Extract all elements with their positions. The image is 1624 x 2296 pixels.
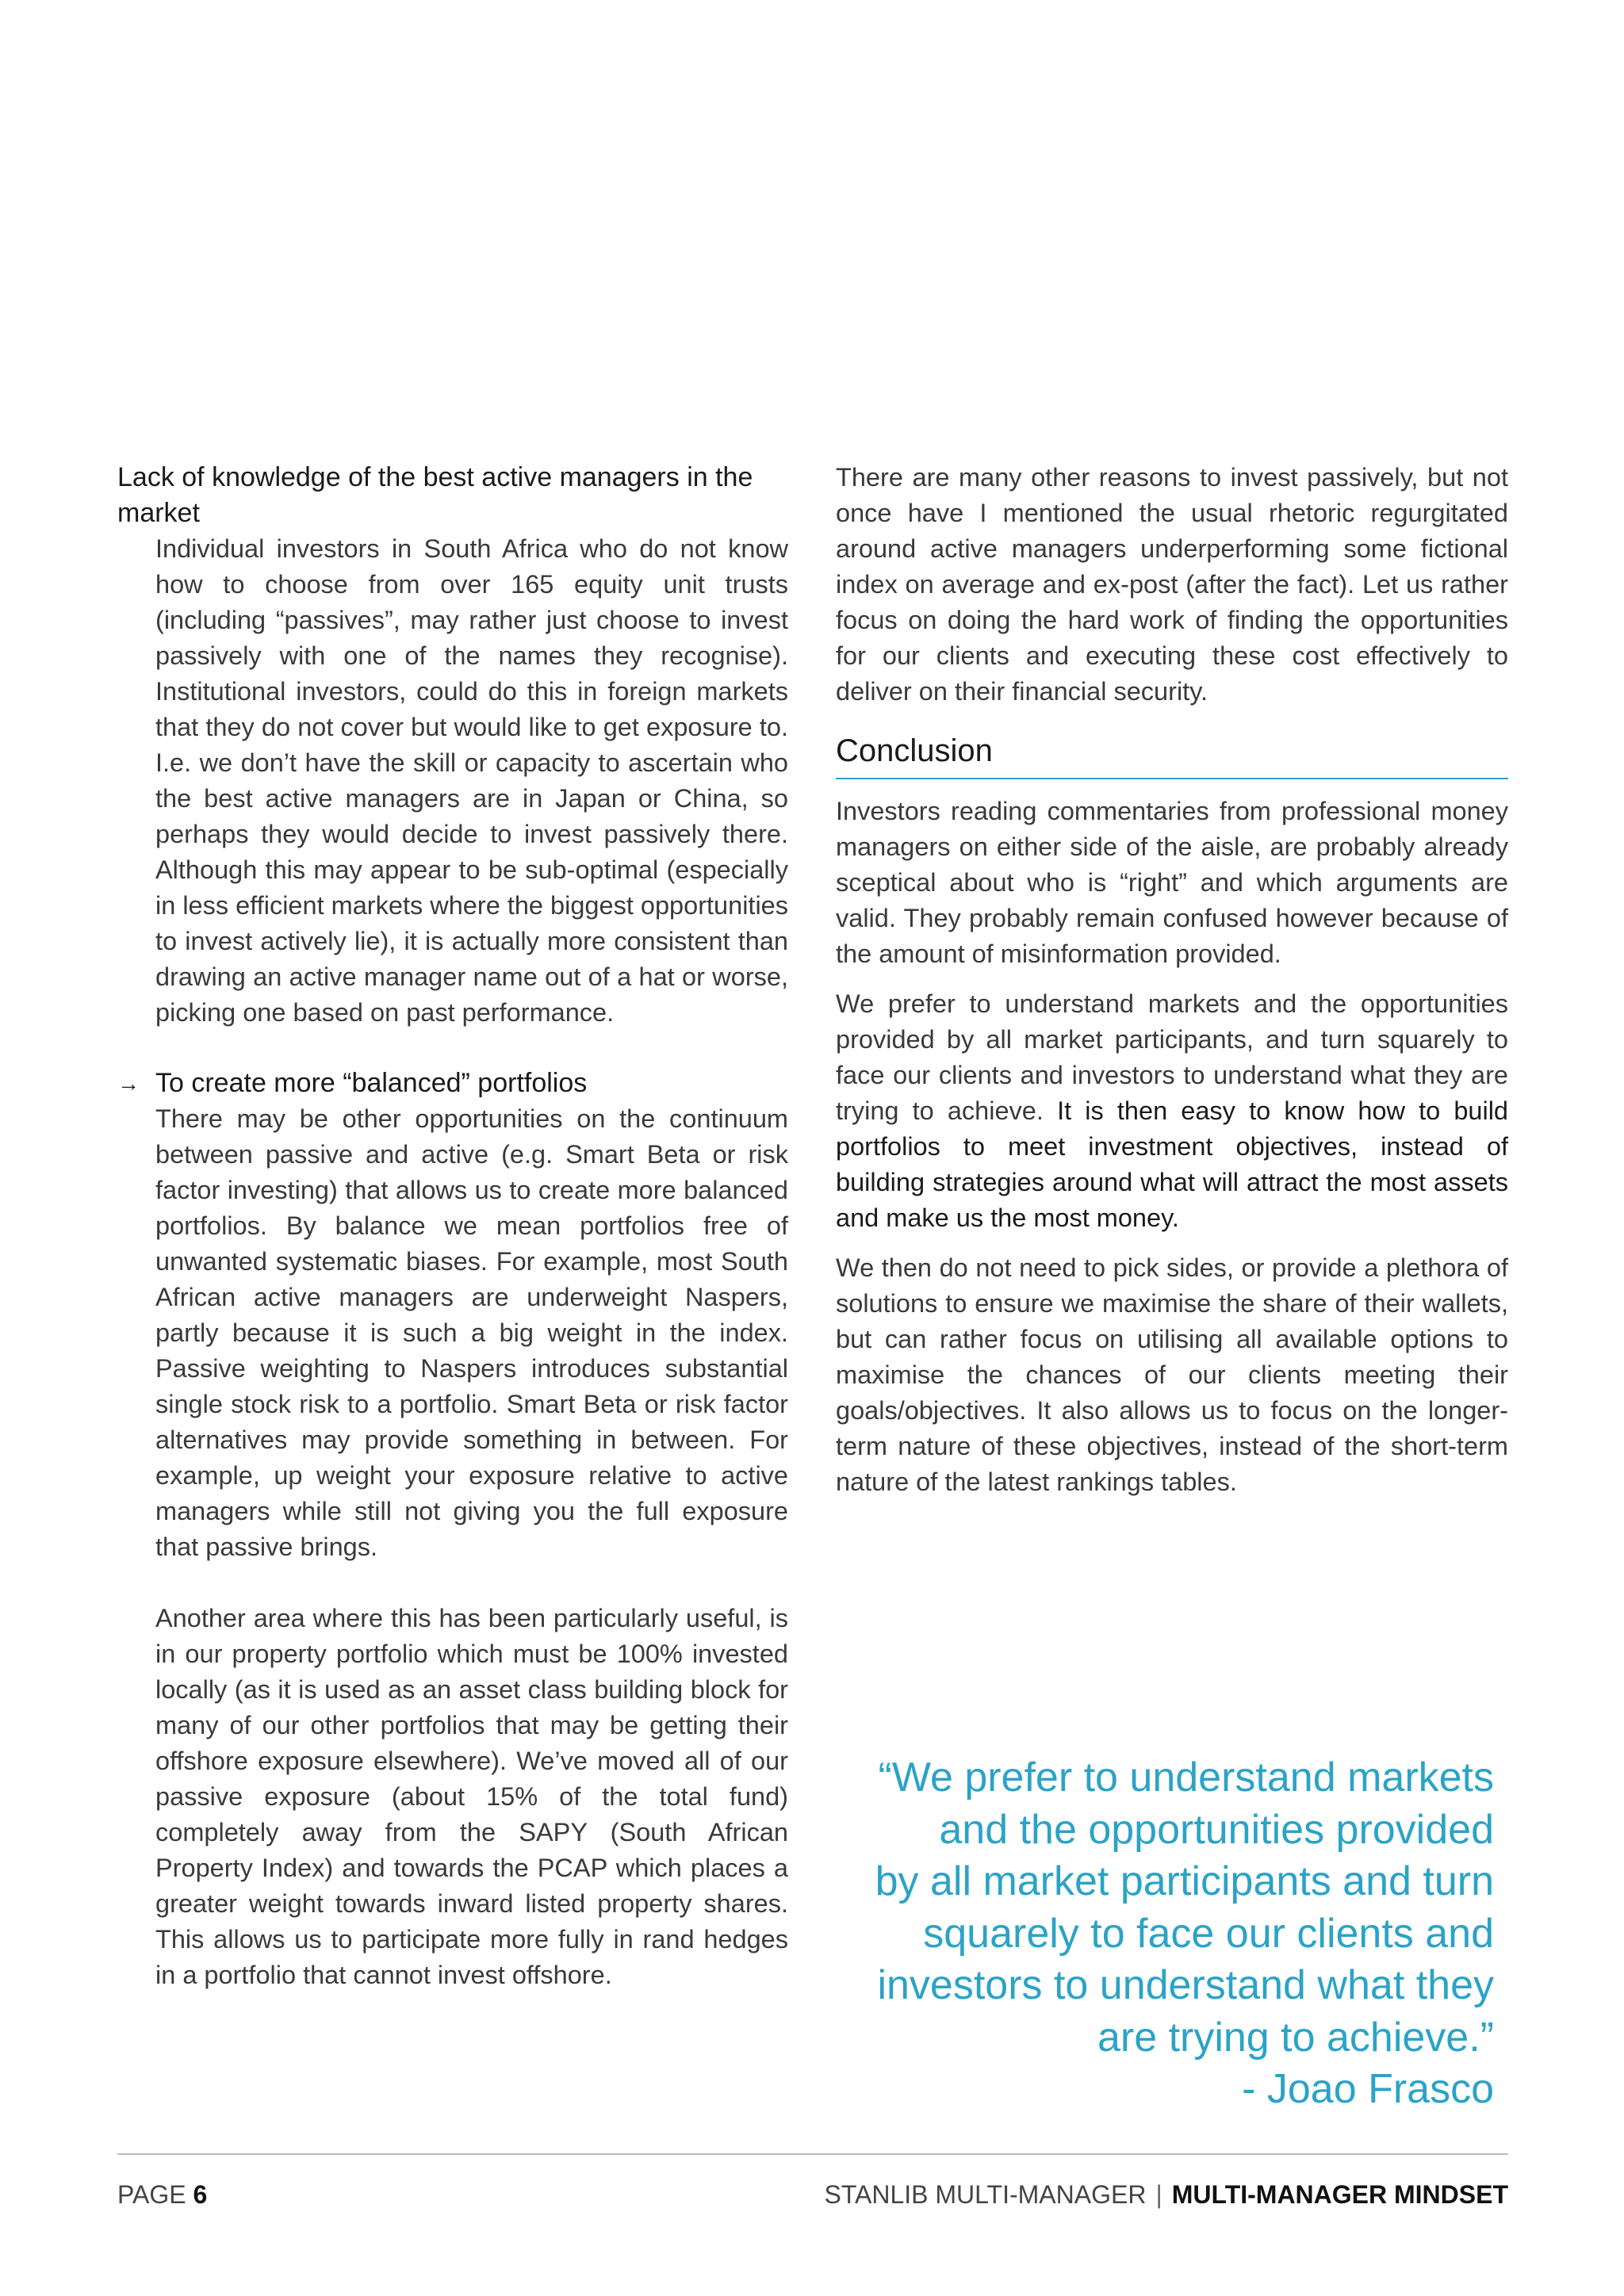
section-heading-balanced: To create more “balanced” portfolios xyxy=(155,1068,588,1098)
section-body-property: Another area where this has been particularly useful, is in our property portfolio which must be 100% invested locally (as it is used as an asset class building block for many of our other portfolios that may be getting their offshore exposure elsewhere). We’ve moved all of our passive exposure (about 15% of the total fund) completely away from the SAPY (South African Property Index) and towards the PCAP which places a greater weight towards inward listed property shares. This allows us to participate more fully in rand hedges in a portfolio that cannot invest offshore. xyxy=(155,1604,788,1989)
conclusion-heading: Conclusion xyxy=(836,730,1508,779)
conclusion-paragraph-2-emphasis: It is then easy to know how to build portfolios to meet investment objectives, instead of building strategies around what will attract the most assets and make us the most money. xyxy=(836,1096,1509,1232)
quote-line: “We prefer to understand markets xyxy=(878,1755,1494,1800)
pull-quote xyxy=(836,1752,1494,2116)
quote-line: squarely to face our clients and xyxy=(923,1910,1494,1957)
quote-line: investors to understand what they xyxy=(877,1962,1494,2008)
quote-line: are trying to achieve.” xyxy=(1097,2014,1494,2061)
conclusion-paragraph-3: We then do not need to pick sides, or provide a plethora of solutions to ensure we maximise the share of their wallets, but can rather focus on utilising all available options to maximise the chances of our clients meeting their goals/objectives. It also allows us to focus on the longer-term nature of these objectives, instead of the short-term nature of the latest rankings tables. xyxy=(836,1253,1508,1496)
footer-separator: | xyxy=(1155,2180,1162,2209)
page-number xyxy=(117,2179,207,2210)
quote-line: by all market participants and turn xyxy=(875,1858,1494,1904)
quote-line: and the opportunities provided xyxy=(939,1806,1494,1853)
right-column xyxy=(836,460,1508,1500)
conclusion-paragraph-2-lead: We prefer to understand markets and the opportunities provided by all market participants, and turn squarely to face our clients and investors to understand what they are trying to achieve. xyxy=(836,989,1508,1125)
footer-divider xyxy=(117,2153,1508,2155)
section-body-knowledge: Individual investors in South Africa who do not know how to choose from over 165 equity unit trusts (including “passives”, may rather just choose to invest passively with one of the names they recognise). Institutional investors, could do this in foreign markets that they do not cover but would like to get exposure to. I.e. we don’t have the skill or capacity to ascertain who the best active managers are in Japan or China, so perhaps they would decide to invest passively there. Although this may appear to be sub-optimal (especially in less efficient markets where the biggest opportunities to invest actively lie), it is actually more consistent than drawing an active manager name out of a hat or worse, picking one based on past performance. xyxy=(155,534,788,1027)
footer-brand xyxy=(824,2179,1508,2210)
conclusion-paragraph-2 xyxy=(836,986,1508,1236)
section-heading-knowledge: Lack of knowledge of the best active managers in the market xyxy=(117,462,753,528)
arrow-right-icon: → xyxy=(117,1071,140,1096)
section-body-balanced: There may be other opportunities on the continuum between passive and active (e.g. Smart Beta or risk factor investing) that allows us to create more balanced portfolios. By balance we mean portfolios free of unwanted systematic biases. For example, most South African active managers are underweight Naspers, partly because it is such a big weight in the index. Passive weighting to Naspers introduces substantial single stock risk to a portfolio. Smart Beta or risk factor alternatives may provide something in between. For example, up weight your exposure relative to active managers while still not giving you the full exposure that passive brings. xyxy=(155,1104,788,1561)
page-label: PAGE xyxy=(117,2180,186,2209)
page-number-value: 6 xyxy=(193,2180,208,2209)
bullet-balanced-portfolios xyxy=(117,1066,788,1993)
brand-name: STANLIB MULTI-MANAGER xyxy=(824,2180,1147,2209)
quote-attribution: - Joao Frasco xyxy=(1242,2066,1494,2112)
left-column xyxy=(117,460,788,1993)
publication-name: MULTI-MANAGER MINDSET xyxy=(1171,2180,1508,2209)
intro-paragraph: There are many other reasons to invest passively, but not once have I mentioned the usual rhetoric regurgitated around active managers underperforming some fictional index on average and ex-post (after the fact). Let us rather focus on doing the hard work of finding the opportunities for our clients and executing these cost effectively to deliver on their financial security. xyxy=(836,463,1508,706)
conclusion-paragraph-1: Investors reading commentaries from professional money managers on either side of the aisle, are probably already sceptical about who is “right” and which arguments are valid. They probably remain confused however because of the amount of misinformation provided. xyxy=(836,797,1508,968)
